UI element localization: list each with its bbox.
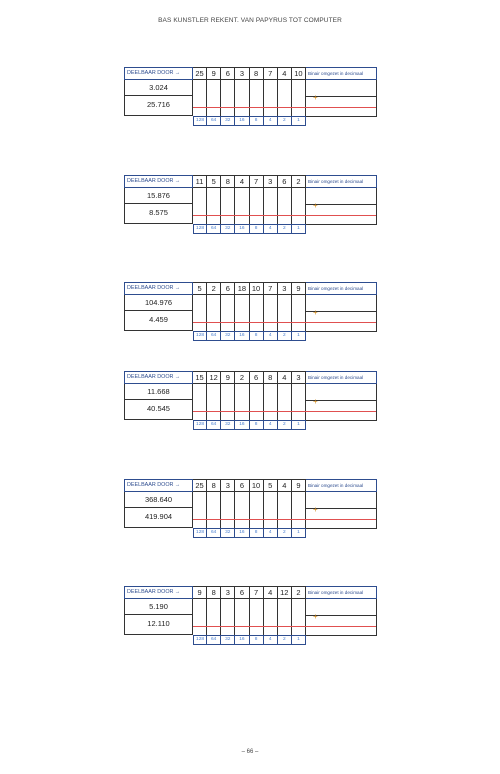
binary-weight-cell: 16 (235, 635, 249, 645)
result-header: Binair omgezet in decimaal (306, 282, 377, 295)
binary-weight-cell: 32 (221, 116, 235, 126)
answer-column[interactable] (193, 80, 207, 116)
exercise-table (124, 67, 377, 129)
divisor-cell: 8 (207, 586, 221, 599)
binary-weight-cell: 8 (250, 420, 264, 430)
exercise-table (124, 479, 377, 541)
divisor-cell: 3 (264, 175, 278, 188)
binary-weight-cell: 128 (193, 331, 207, 341)
divisor-cell: 8 (221, 175, 235, 188)
number-2: 4.459 (124, 311, 193, 331)
exercise-grid (124, 586, 377, 642)
answer-column[interactable] (278, 188, 292, 224)
answer-column[interactable] (250, 384, 264, 420)
binary-weight-cell: 2 (278, 224, 292, 234)
binary-weight-cell: 64 (207, 116, 221, 126)
binary-weight-cell: 1 (292, 331, 306, 341)
binary-weight-cell: 4 (264, 331, 278, 341)
exercise-grid (124, 282, 377, 338)
binary-weight-cell: 128 (193, 224, 207, 234)
plus-sign: + (313, 308, 318, 317)
answer-column[interactable] (193, 188, 207, 224)
divisible-by-label: DEELBAAR DOOR → (124, 371, 193, 384)
binary-weight-cell: 64 (207, 224, 221, 234)
exercise-table (124, 371, 377, 433)
binary-weight-cell: 2 (278, 331, 292, 341)
binary-weight-cell: 4 (264, 116, 278, 126)
answer-column[interactable] (221, 80, 235, 116)
divisor-cell: 5 (207, 175, 221, 188)
binary-weight-cell: 32 (221, 331, 235, 341)
divisor-cell: 7 (250, 586, 264, 599)
binary-weight-cell: 128 (193, 528, 207, 538)
divisor-cell: 9 (292, 479, 306, 492)
plus-sign: + (313, 505, 318, 514)
binary-weight-cell: 64 (207, 331, 221, 341)
answer-column[interactable] (292, 80, 306, 116)
divisor-cell: 6 (250, 371, 264, 384)
answer-column[interactable] (207, 384, 221, 420)
divisor-cell: 4 (264, 586, 278, 599)
divisor-cell: 3 (221, 479, 235, 492)
divisor-cell: 3 (221, 586, 235, 599)
number-1: 104.976 (124, 295, 193, 311)
binary-weight-cell: 2 (278, 420, 292, 430)
number-2: 419.904 (124, 508, 193, 528)
binary-weight-cell: 1 (292, 116, 306, 126)
divisor-cell: 18 (235, 282, 249, 295)
divisor-cell: 8 (264, 371, 278, 384)
binary-weight-cell: 64 (207, 635, 221, 645)
answer-column[interactable] (292, 599, 306, 635)
binary-weight-cell: 1 (292, 528, 306, 538)
binary-weight-cell: 8 (250, 528, 264, 538)
binary-weight-cell: 1 (292, 635, 306, 645)
binary-weight-cell: 8 (250, 224, 264, 234)
divisible-by-label: DEELBAAR DOOR → (124, 479, 193, 492)
answer-column[interactable] (264, 188, 278, 224)
binary-weight-cell: 2 (278, 116, 292, 126)
answer-column[interactable] (278, 295, 292, 331)
answer-column[interactable] (292, 492, 306, 528)
number-1: 15.876 (124, 188, 193, 204)
binary-weight-cell: 4 (264, 635, 278, 645)
answer-column[interactable] (264, 599, 278, 635)
exercise-table (124, 586, 377, 648)
divisor-cell: 12 (278, 586, 292, 599)
binary-weight-cell: 16 (235, 331, 249, 341)
divisor-cell: 10 (250, 479, 264, 492)
answer-column[interactable] (250, 188, 264, 224)
divisor-cell: 8 (250, 67, 264, 80)
answer-column[interactable] (250, 492, 264, 528)
exercise-grid (124, 67, 377, 123)
divisible-by-label: DEELBAAR DOOR → (124, 67, 193, 80)
divisor-cell: 6 (235, 586, 249, 599)
binary-weight-cell: 128 (193, 635, 207, 645)
binary-weight-cell: 16 (235, 420, 249, 430)
exercise-table (124, 282, 377, 344)
answer-column[interactable] (221, 492, 235, 528)
divisor-cell: 2 (292, 175, 306, 188)
divisor-cell: 25 (193, 479, 207, 492)
divisor-cell: 7 (264, 282, 278, 295)
number-2: 8.575 (124, 204, 193, 224)
binary-weight-cell: 16 (235, 528, 249, 538)
divisor-cell: 7 (250, 175, 264, 188)
divisor-cell: 9 (207, 67, 221, 80)
divisor-cell: 5 (193, 282, 207, 295)
answer-column[interactable] (207, 188, 221, 224)
divisor-cell: 4 (278, 67, 292, 80)
binary-weight-cell: 4 (264, 420, 278, 430)
answer-column[interactable] (264, 492, 278, 528)
divisor-cell: 7 (264, 67, 278, 80)
number-1: 3.024 (124, 80, 193, 96)
answer-column[interactable] (292, 384, 306, 420)
exercise-grid (124, 371, 377, 427)
result-header: Binair omgezet in decimaal (306, 479, 377, 492)
divisor-cell: 6 (235, 479, 249, 492)
answer-column[interactable] (278, 599, 292, 635)
binary-weight-cell: 8 (250, 635, 264, 645)
answer-column[interactable] (221, 295, 235, 331)
binary-weight-cell: 64 (207, 420, 221, 430)
answer-column[interactable] (278, 492, 292, 528)
answer-column[interactable] (221, 384, 235, 420)
result-header: Binair omgezet in decimaal (306, 371, 377, 384)
divisor-cell: 3 (278, 282, 292, 295)
binary-weight-cell: 32 (221, 420, 235, 430)
number-1: 368.640 (124, 492, 193, 508)
divisor-cell: 2 (235, 371, 249, 384)
number-1: 11.668 (124, 384, 193, 400)
divisor-cell: 2 (207, 282, 221, 295)
number-2: 25.716 (124, 96, 193, 116)
divisor-cell: 2 (292, 586, 306, 599)
divisor-cell: 9 (292, 282, 306, 295)
answer-column[interactable] (278, 80, 292, 116)
exercise-grid (124, 175, 377, 231)
plus-sign: + (313, 612, 318, 621)
answer-column[interactable] (292, 188, 306, 224)
answer-column[interactable] (278, 384, 292, 420)
result-header: Binair omgezet in decimaal (306, 67, 377, 80)
binary-weight-cell: 32 (221, 635, 235, 645)
divisible-by-label: DEELBAAR DOOR → (124, 175, 193, 188)
binary-weight-cell: 32 (221, 528, 235, 538)
answer-column[interactable] (207, 295, 221, 331)
answer-column[interactable] (207, 599, 221, 635)
answer-column[interactable] (292, 295, 306, 331)
divisible-by-label: DEELBAAR DOOR → (124, 282, 193, 295)
binary-weight-cell: 1 (292, 420, 306, 430)
answer-column[interactable] (235, 492, 249, 528)
divisor-cell: 10 (250, 282, 264, 295)
answer-column[interactable] (264, 384, 278, 420)
binary-weight-cell: 32 (221, 224, 235, 234)
plus-sign: + (313, 201, 318, 210)
divisor-cell: 10 (292, 67, 306, 80)
answer-column[interactable] (207, 80, 221, 116)
divisor-cell: 3 (292, 371, 306, 384)
answer-column[interactable] (221, 599, 235, 635)
binary-weight-cell: 4 (264, 528, 278, 538)
divisor-cell: 6 (221, 67, 235, 80)
divisor-cell: 9 (221, 371, 235, 384)
answer-column[interactable] (235, 188, 249, 224)
answer-column[interactable] (235, 295, 249, 331)
page-header: BAS KUNSTLER REKENT. VAN PAPYRUS TOT COMPUTER (158, 17, 342, 24)
answer-column[interactable] (250, 80, 264, 116)
binary-weight-cell: 2 (278, 528, 292, 538)
answer-column[interactable] (235, 599, 249, 635)
divisible-by-label: DEELBAAR DOOR → (124, 586, 193, 599)
binary-weight-cell: 1 (292, 224, 306, 234)
divisor-cell: 9 (193, 586, 207, 599)
divisor-cell: 6 (278, 175, 292, 188)
result-header: Binair omgezet in decimaal (306, 586, 377, 599)
binary-weight-cell: 128 (193, 116, 207, 126)
page-number: – 66 – (241, 749, 259, 755)
answer-column[interactable] (264, 80, 278, 116)
binary-weight-cell: 64 (207, 528, 221, 538)
divisor-cell: 4 (278, 371, 292, 384)
exercise-table (124, 175, 377, 237)
divisor-cell: 15 (193, 371, 207, 384)
divisor-cell: 3 (235, 67, 249, 80)
divisor-cell: 4 (278, 479, 292, 492)
divisor-cell: 25 (193, 67, 207, 80)
divisor-cell: 11 (193, 175, 207, 188)
answer-column[interactable] (250, 599, 264, 635)
answer-column[interactable] (264, 295, 278, 331)
divisor-cell: 8 (207, 479, 221, 492)
answer-column[interactable] (193, 295, 207, 331)
exercise-grid (124, 479, 377, 535)
divisor-cell: 5 (264, 479, 278, 492)
plus-sign: + (313, 93, 318, 102)
answer-column[interactable] (221, 188, 235, 224)
binary-weight-cell: 8 (250, 116, 264, 126)
binary-weight-cell: 8 (250, 331, 264, 341)
answer-column[interactable] (235, 384, 249, 420)
binary-weight-cell: 4 (264, 224, 278, 234)
answer-column[interactable] (193, 384, 207, 420)
binary-weight-cell: 16 (235, 116, 249, 126)
divisor-cell: 4 (235, 175, 249, 188)
number-2: 40.545 (124, 400, 193, 420)
answer-column[interactable] (235, 80, 249, 116)
answer-column[interactable] (193, 599, 207, 635)
answer-column[interactable] (193, 492, 207, 528)
binary-weight-cell: 128 (193, 420, 207, 430)
divisor-cell: 12 (207, 371, 221, 384)
result-header: Binair omgezet in decimaal (306, 175, 377, 188)
number-2: 12.110 (124, 615, 193, 635)
plus-sign: + (313, 397, 318, 406)
binary-weight-cell: 16 (235, 224, 249, 234)
binary-weight-cell: 2 (278, 635, 292, 645)
divisor-cell: 6 (221, 282, 235, 295)
number-1: 5.190 (124, 599, 193, 615)
answer-column[interactable] (207, 492, 221, 528)
answer-column[interactable] (250, 295, 264, 331)
